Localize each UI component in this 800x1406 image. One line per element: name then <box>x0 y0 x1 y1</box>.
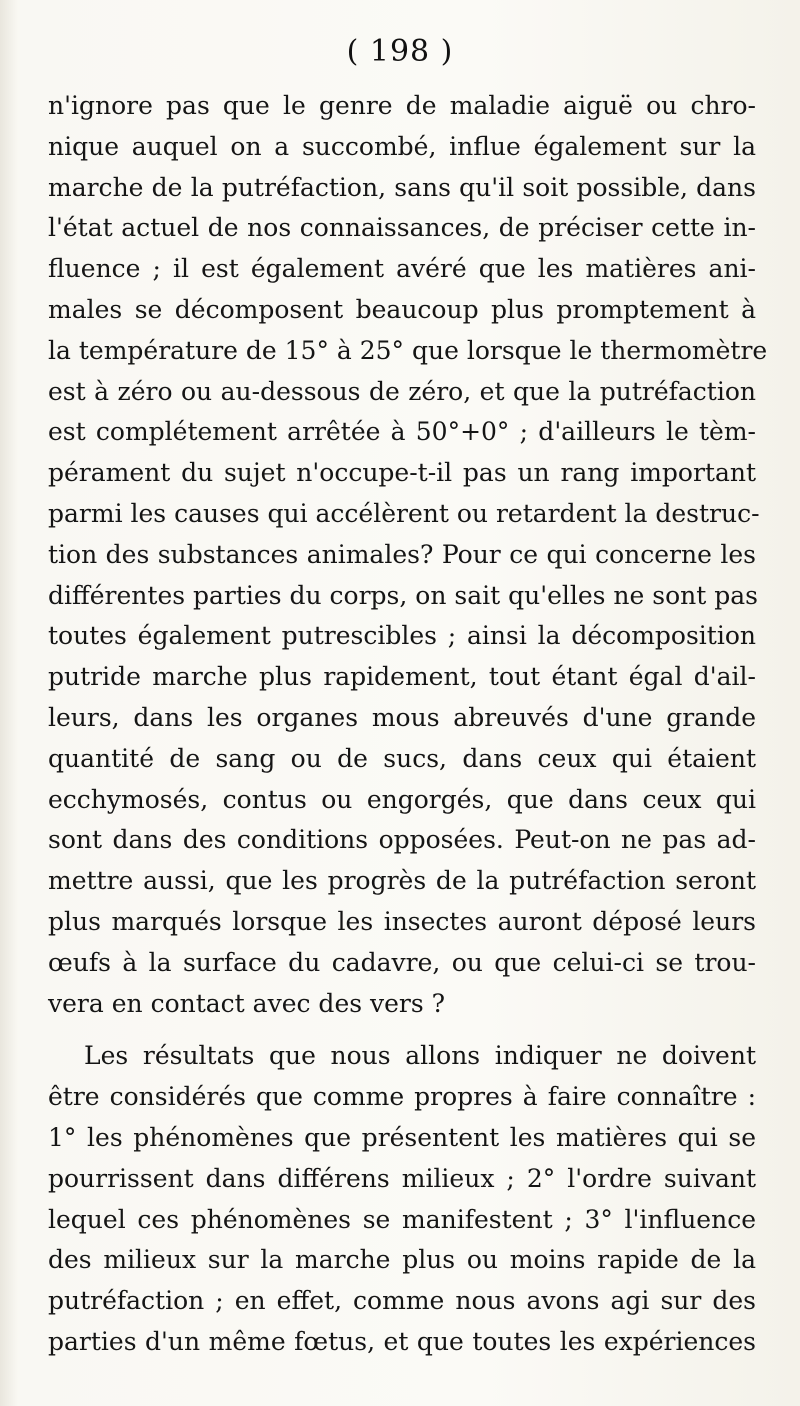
text-line: males se décomposent beaucoup plus promptement à <box>48 294 756 324</box>
text-line: putride marche plus rapidement, tout étant égal d'ail- <box>48 662 756 692</box>
text-line: être considérés que comme propres à faire connaître : <box>48 1082 756 1112</box>
text-line: fluence ; il est également avéré que les matières ani- <box>48 254 756 284</box>
text-line: mettre aussi, que les progrès de la putréfaction seront <box>48 866 756 896</box>
text-line: lequel ces phénomènes se manifestent ; 3° l'influence <box>48 1204 756 1234</box>
text-line: toutes également putrescibles ; ainsi la décomposition <box>48 621 756 651</box>
text-line: plus marqués lorsque les insectes auront déposé leurs <box>48 906 756 936</box>
text-line: vera en contact avec des vers ? <box>48 988 446 1018</box>
text-line: leurs, dans les organes mous abreuvés d'une grande <box>48 702 756 732</box>
paragraph-gap <box>48 1024 756 1036</box>
text-line: 1° les phénomènes que présentent les matières qui se <box>48 1122 756 1152</box>
text-line: marche de la putréfaction, sans qu'il soit possible, dans <box>48 172 756 202</box>
text-line: sont dans des conditions opposées. Peut-on ne pas ad- <box>48 825 756 855</box>
paragraph-1 <box>48 86 768 1024</box>
text-line: œufs à la surface du cadavre, ou que celui-ci se trou- <box>48 947 756 977</box>
text-line: est à zéro ou au-dessous de zéro, et que la putréfaction <box>48 376 756 406</box>
text-line: quantité de sang ou de sucs, dans ceux qui étaient <box>48 743 756 773</box>
paragraph-2 <box>48 1036 756 1362</box>
text-line: parmi les causes qui accélèrent ou retardent la destruc- <box>48 498 760 528</box>
text-line: tion des substances animales? Pour ce qui concerne les <box>48 539 756 569</box>
text-line: pourrissent dans différens milieux ; 2° l'ordre suivant <box>48 1163 756 1193</box>
text-line: putréfaction ; en effet, comme nous avons agi sur des <box>48 1286 756 1316</box>
text-line: parties d'un même fœtus, et que toutes les expériences <box>48 1326 756 1356</box>
text-line: différentes parties du corps, on sait qu'elles ne sont pas <box>48 580 758 610</box>
text-line: la température de 15° à 25° que lorsque le thermomètre <box>48 335 768 365</box>
text-line: nique auquel on a succombé, influe également sur la <box>48 131 756 161</box>
text-line: l'état actuel de nos connaissances, de préciser cette in- <box>48 213 756 243</box>
text-line: n'ignore pas que le genre de maladie aiguë ou chro- <box>48 91 756 120</box>
page-number: ( 198 ) <box>346 34 454 69</box>
text-line: des milieux sur la marche plus ou moins rapide de la <box>48 1245 756 1275</box>
text-line: ecchymosés, contus ou engorgés, que dans ceux qui <box>48 784 756 814</box>
text-line: Les résultats que nous allons indiquer ne doivent <box>84 1041 756 1071</box>
body-text <box>48 86 768 1363</box>
text-line: pérament du sujet n'occupe-t-il pas un rang important <box>48 458 756 488</box>
text-line: est complétement arrêtée à 50°+0° ; d'ailleurs le tèm- <box>48 417 756 447</box>
